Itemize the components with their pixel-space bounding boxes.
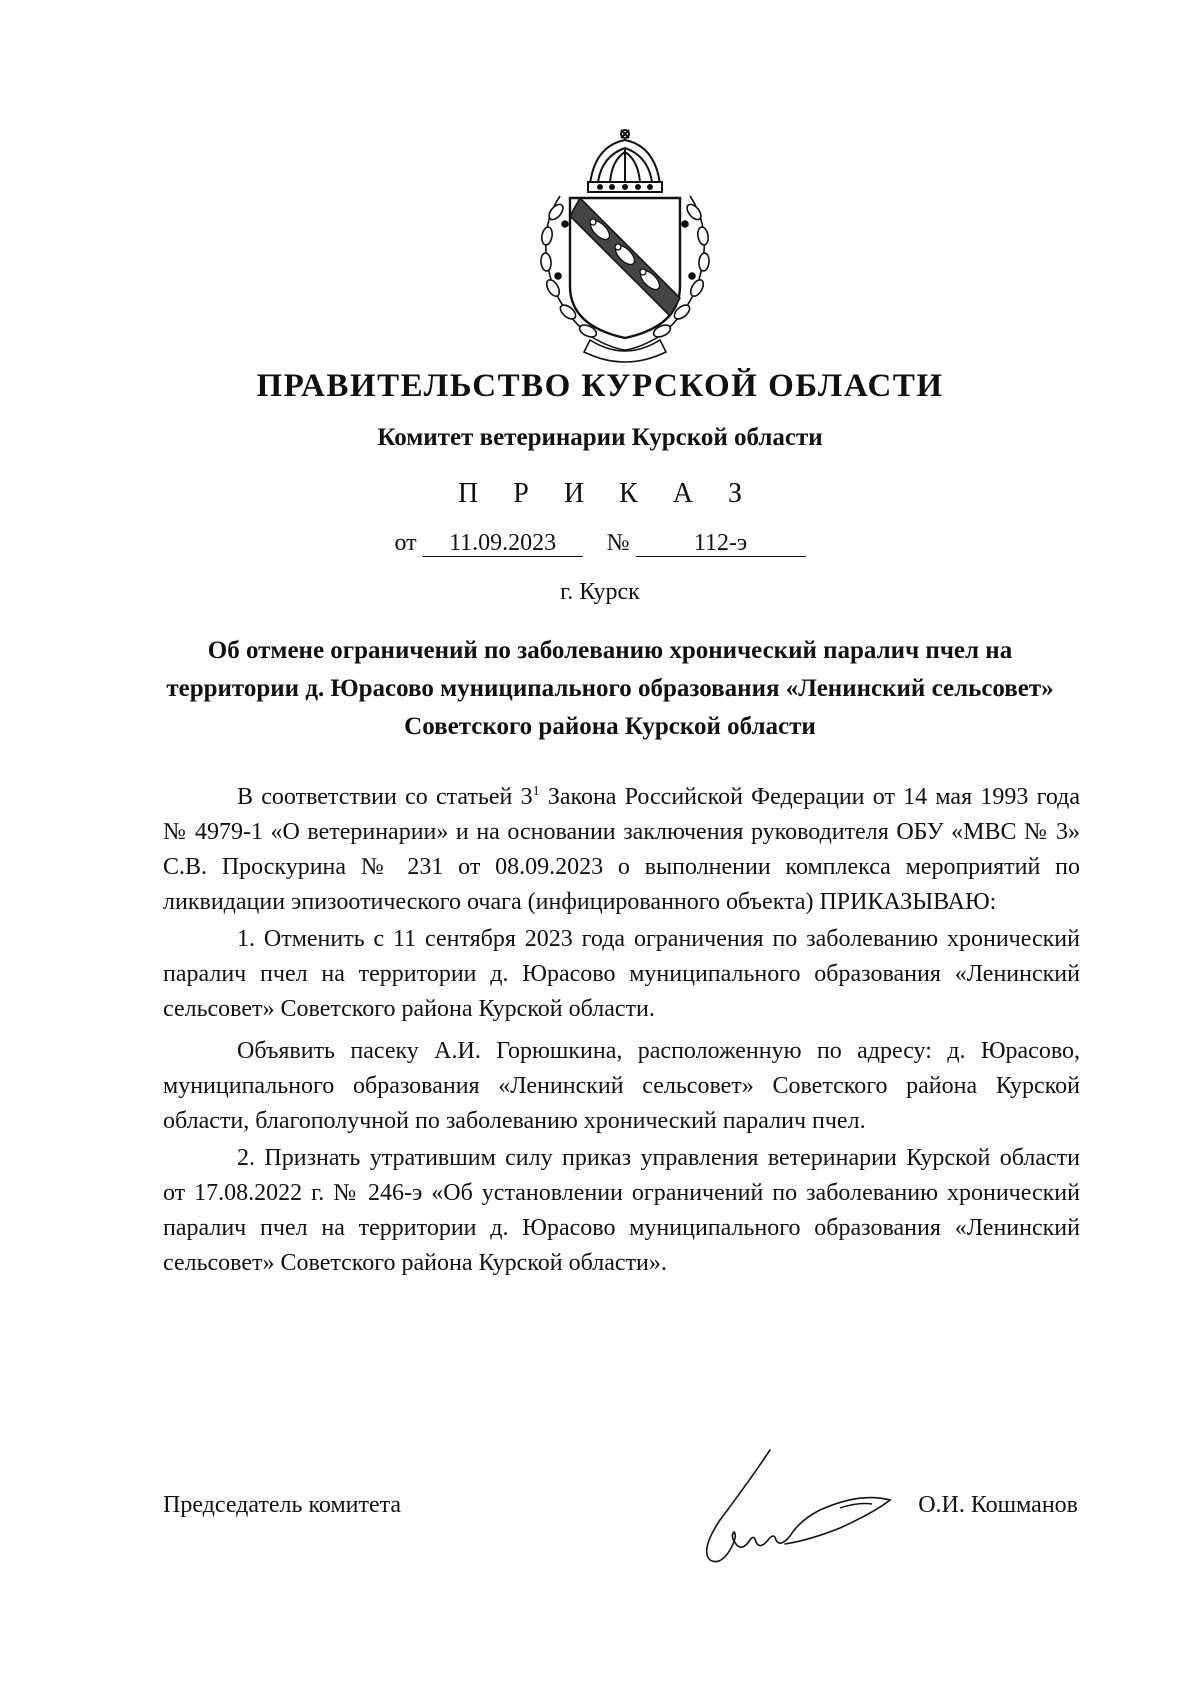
paragraph-preamble [163, 780, 1080, 920]
committee-name: Комитет ветеринарии Курской области [377, 424, 823, 451]
signatory-name: О.И. Кошманов [918, 1492, 1078, 1518]
coat-of-arms-emblem [520, 126, 730, 366]
number-prefix: № [606, 530, 630, 556]
date-prefix: от [394, 530, 417, 556]
government-title: ПРАВИТЕЛЬСТВО КУРСКОЙ ОБЛАСТИ [256, 368, 944, 404]
order-body [163, 780, 1080, 1281]
order-date: 11.09.2023 [423, 530, 583, 557]
order-number: 112-э [636, 530, 806, 557]
preamble-start: В соответствии со статьей 3 [237, 784, 533, 810]
document-type: П Р И К А З [458, 478, 756, 509]
date-number-line [0, 530, 1200, 557]
article-superscript: 1 [532, 784, 540, 799]
signatory-role: Председатель комитета [163, 1492, 402, 1518]
city: г. Курск [560, 579, 640, 605]
preamble-rest: Закона Российской Федерации от 14 мая 1993 года № 4979-1 «О ветеринарии» и на основании заключения руководителя ОБУ «МВС № 3» С.В. Проскурина № 231 от 08.09.2023 о выполнении комплекса мероприятий по ликвидации эпизоотического очага (инфицированного объекта) ПРИКАЗЫВАЮ: [163, 784, 1080, 915]
handwritten-signature [690, 1440, 930, 1570]
paragraph-apiary: Объявить пасеку А.И. Горюшкина, расположенную по адресу: д. Юрасово, муниципального образования «Ленинский сельсовет» Советского района Курской области, благополучной по заболеванию хронический паралич пчел. [163, 1038, 1080, 1134]
paragraph-item-1: 1. Отменить с 11 сентября 2023 года ограничения по заболеванию хронический паралич пчел на территории д. Юрасово муниципального образования «Ленинский сельсовет» Советского района Курской области. [163, 926, 1080, 1022]
order-subject: Об отмене ограничений по заболеванию хронический паралич пчел на территории д. Юрасово муниципального образования «Ленинский сельсовет» Советского района Курской области [166, 637, 1054, 740]
paragraph-item-2: 2. Признать утратившим силу приказ управления ветеринарии Курской области от 17.08.2022 г. № 246-э «Об установлении ограничений по заболеванию хронический паралич пчел на территории д. Юрасово муниципального образования «Ленинский сельсовет» Советского района Курской области». [163, 1145, 1080, 1276]
